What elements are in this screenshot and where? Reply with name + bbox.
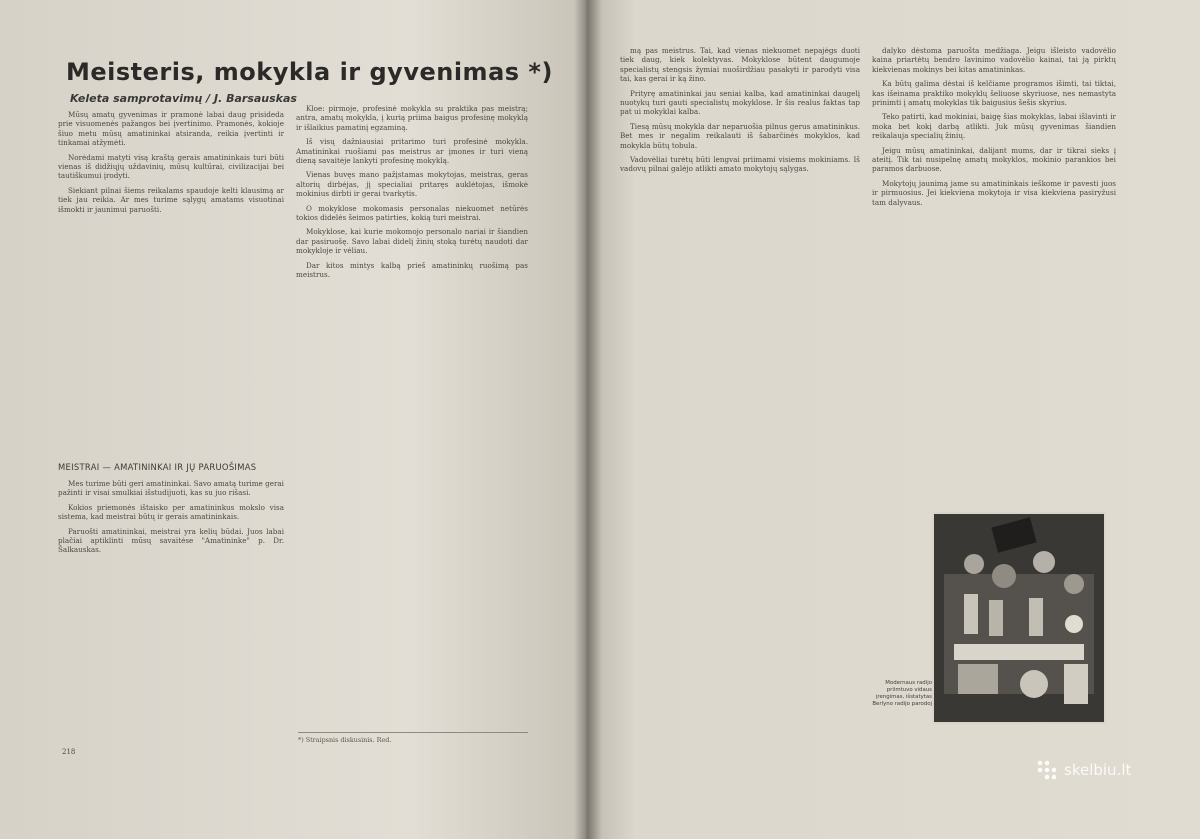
- page-gutter-shadow: [574, 0, 602, 839]
- paragraph: Tiesą mūsų mokykla dar neparuošia pilnus gerus amatininkus. Bet mes ir negalim reikalauti iš šabarčinės mokyklos, kad mokykla būtų tobula.: [620, 121, 860, 150]
- paragraph: Prityrę amatininkai jau seniai kalba, kad amatininkai daugelį nuotykų turi gauti specialistų mokyklose. Ir šis realus faktas tap pat ui mokyklai kalba.: [620, 88, 860, 117]
- paragraph: Mūsų amatų gyvenimas ir pramonė labai daug prisideda prie visuomenės pažangos bei įvertinimo. Pramonės, kokioje šiuo metu mūsų amatininkai atsiranda, reikia įvertinti ir tinkamai atžymėti.: [58, 110, 284, 148]
- left-page: [0, 0, 586, 839]
- paragraph: Iš visų dažniausiai pritarimo turi profesinė mokykla. Amatininkai ruošiami pas meistrus ar įmones ir turi vieną dieną savaitėje lankyti profesinę mokyklą.: [296, 137, 528, 166]
- paragraph: Dar kitos mintys kalbą prieš amatininkų ruošimą pas meistrus.: [296, 260, 528, 280]
- paragraph: Siekiant pilnai šiems reikalams spaudoje kelti klausimą ar tiek jau reikia. Ar mes turime sąlygų amatams visuotinai išmokti ir jaunimui paruošti.: [58, 185, 284, 214]
- article-title: Meisteris, mokykla ir gyvenimas *): [66, 58, 553, 86]
- page-number: 218: [62, 748, 76, 756]
- middle-column: [296, 104, 528, 704]
- paragraph: Ka būtų galima dėstai iš kelčiame programos išimti, tai tiktai, kas išeinama praktiko mokyklų šeliuose skyriuose, nes nemastyta prinimti į amatų mokyklas tik baigusius šešis skyrius.: [872, 79, 1116, 108]
- footnote: *) Straipsnis diskusinis. Red.: [298, 732, 528, 744]
- paragraph: Mokyklose, kai kurie mokomojo personalo nariai ir šiandien dar pasiruošę. Savo labai didelį žinių stoką turėtų naudoti dar mokykloje ir vėliau.: [296, 227, 528, 256]
- radio-chassis-photo-icon: [932, 512, 1106, 724]
- paragraph: dalyko dėstoma paruošta medžiaga. Jeigu išleisto vadovėlio kaina priartėtų bendro lavinimo vadovėlio kainai, tai ją pirktų kiekvienas mokinys bei kitas amatininkas.: [872, 46, 1116, 74]
- paragraph: Vadovėliai turėtų būti lengvai priimami visiems mokiniams. Iš vadovų pilnai galėjo atlikti amato mokytojų sąlygas.: [620, 155, 860, 174]
- paragraph: O mokyklose mokomasis personalas niekuomet netūrės tokios didelės šeimos patirties, kokią turi meistrai.: [296, 203, 528, 223]
- paragraph: Kokios priemonės ištaisko per amatininkus mokslo visa sistema, kad meistrai būtų ir gerais amatininkais.: [58, 502, 284, 522]
- section-heading: MEISTRAI — AMATININKAI IR JŲ PARUOŠIMAS: [58, 462, 257, 472]
- article-subtitle: Keleta samprotavimų / J. Barsauskas: [70, 92, 297, 105]
- paragraph: Mes turime būti geri amatininkai. Savo amatą turime gerai pažinti ir visai smulkiai išstudijuoti, kas su juo rišasi.: [58, 479, 284, 498]
- paragraph: Paruošti amatininkai, meistrai yra kelių būdai. Juos labai plačiai aptiklinti mūsų savaitėse "Amatininke" p. Dr. Šalkauskas.: [58, 526, 284, 555]
- watermark: [1036, 760, 1131, 780]
- right-page: [586, 0, 1200, 839]
- right-column-left: [620, 46, 860, 746]
- paragraph: Vienas buvęs mano pažįstamas mokytojas, meistras, geras altorių dirbėjas, jį specialiai pritaręs auklėtojas, išmokė mokinius dirbti ir gerai tvarkytis.: [296, 170, 528, 199]
- photo-caption: Modernaus radijo priimtuvo vidaus įrengimas, išstatytas Berlyno radijo parodoj: [872, 680, 932, 707]
- paragraph: Kloe: pirmoje, profesinė mokykla su praktika pas meistrą; antra, amatų mokykla, į kurią priima baigus profesinę mokyklą ir išlaikius pamatinį egzaminą.: [296, 104, 528, 132]
- paragraph: Teko patirti, kad mokiniai, baigę šias mokyklas, labai išlavinti ir moka bet kokį darbą atlikti. Juk mūsų gyvenimas šiandien reikalauja specialių žinių.: [872, 112, 1116, 141]
- watermark-text: skelbiu.lt: [1064, 761, 1132, 779]
- paragraph: Mokytojų jaunimą jame su amatininkais ieškome ir pavesti juos ir pirmuosius. Jei kiekviena mokytoja ir visa kiekviena pasiryžusi tam dalyvaus.: [872, 178, 1116, 207]
- skelbiu-logo-dots-icon: [1036, 759, 1058, 781]
- paragraph: Jeigu mūsų amatininkai, dalijant mums, dar ir tikrai sieks į ateitį. Tik tai nusipelnę amatų mokyklos, mokinio parankios bei paramos darbuose.: [872, 145, 1116, 174]
- right-column-right: [872, 46, 1116, 494]
- paragraph: Norėdami matyti visą kraštą gerais amatininkais turi būti vienas iš didžiųjų uždavinių, mūsų kultūrai, civilizacijai bei tautiškumui įrodyti.: [58, 152, 284, 181]
- paragraph: mą pas meistrus. Tai, kad vienas niekuomet nepajėgs duoti tiek daug, kiek kolektyvas. Mokyklose būtent daugumoje specialistų stengsis žymiai nuoširdžiau pasakyti ir parodyti visa tai, kas gerai ir ką žino.: [620, 46, 860, 84]
- left-column-bottom: [58, 456, 284, 748]
- left-column-top: [58, 110, 284, 452]
